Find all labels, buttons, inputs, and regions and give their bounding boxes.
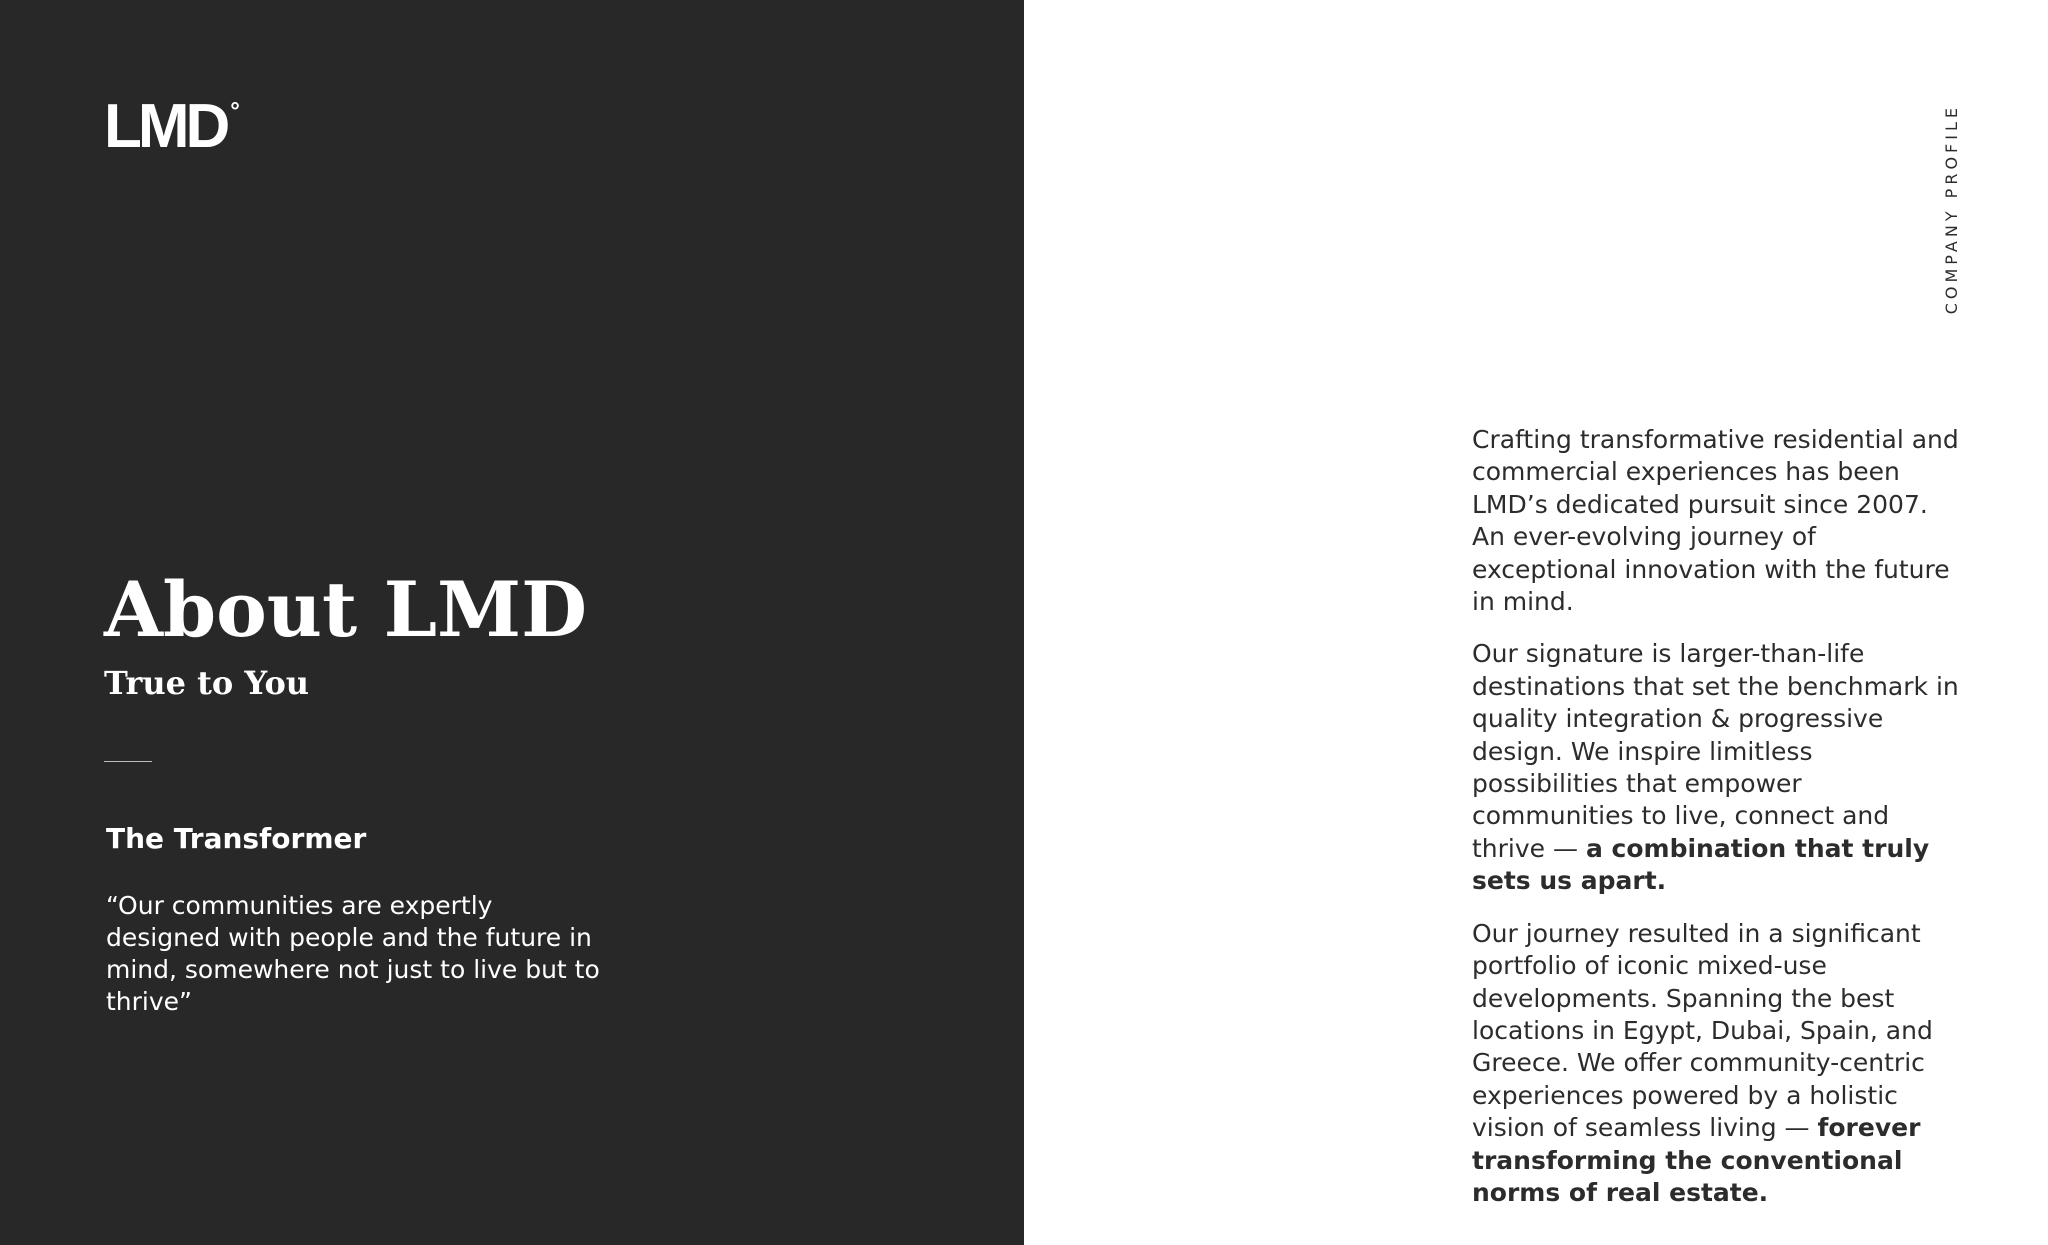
paragraph-2-emphasis: a combination that truly sets us apart.	[1472, 833, 1930, 896]
lmd-logo	[104, 92, 236, 161]
divider	[104, 761, 152, 762]
paragraph-2	[1472, 638, 1962, 897]
paragraph-3-emphasis: forever transforming the conventional norms of real estate.	[1472, 1113, 1921, 1207]
page-title: About LMD	[104, 565, 588, 654]
paragraph-3	[1472, 918, 1962, 1210]
logo-mark: °	[230, 98, 236, 125]
quote: “Our communities are expertly designed with people and the future in mind, somewhere not just to live but to thrive”	[106, 891, 600, 1016]
side-label-company-profile: COMPANY PROFILE	[1942, 104, 1961, 315]
section-heading: The Transformer	[106, 822, 367, 855]
paragraph-1: Crafting transformative residential and commercial experiences has been LMD’s dedicated pursuit since 2007. An ever-evolving journey of exceptional innovation with the future in mind.	[1472, 425, 1959, 617]
body-copy	[1472, 424, 1962, 1229]
paragraph-3-text: Our journey resulted in a significant portfolio of iconic mixed-use developments. Spanning the best locations in Egypt, Dubai, Spain, and Greece. We offer community-centric experiences powered by a holistic vision of seamless living —	[1472, 918, 1933, 1143]
paragraph-2-text: Our signature is larger-than-life destinations that set the benchmark in quality integration & progressive design. We inspire limitless possibilities that empower communities to live, connect and thrive —	[1472, 639, 1959, 863]
logo-text: LMD	[104, 92, 227, 161]
page-subtitle: True to You	[104, 664, 310, 702]
